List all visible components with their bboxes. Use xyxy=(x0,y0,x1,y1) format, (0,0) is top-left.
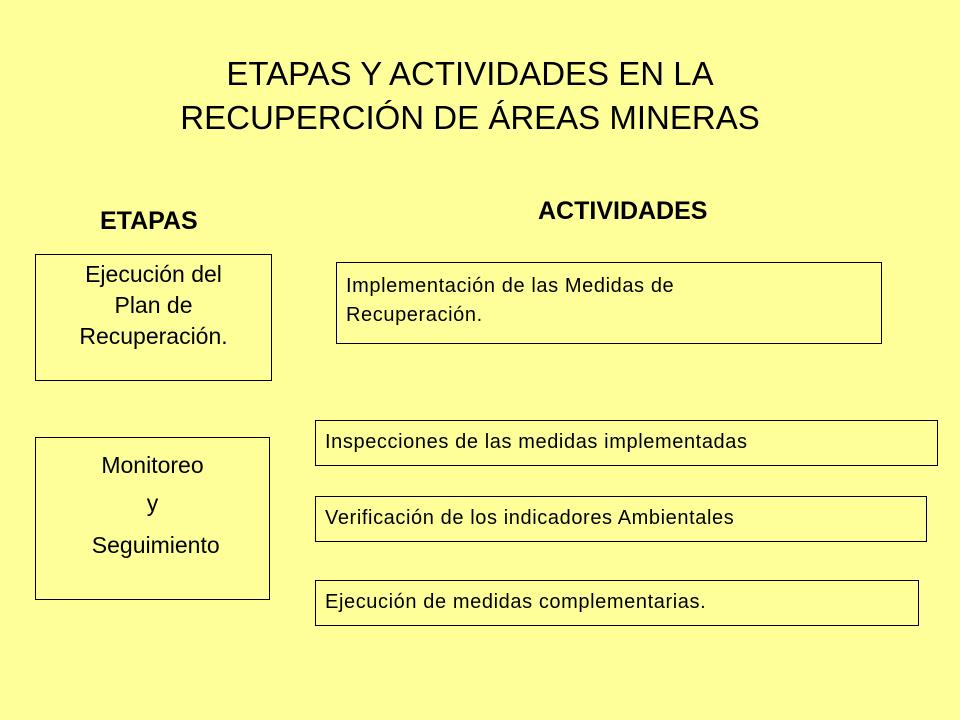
activity-text: Inspecciones de las medidas implementadas xyxy=(325,431,748,453)
stage-line: Plan de xyxy=(114,292,193,318)
activity-box-inspecciones xyxy=(315,420,938,466)
stage-line: Ejecución del xyxy=(85,261,222,287)
title-line-1: ETAPAS Y ACTIVIDADES EN LA xyxy=(226,55,714,92)
activity-box-ejecucion-medidas xyxy=(315,580,919,626)
etapas-heading: ETAPAS xyxy=(100,207,198,235)
activity-text: Verificación de los indicadores Ambientales xyxy=(325,507,735,529)
title-line-2: RECUPERCIÓN DE ÁREAS MINERAS xyxy=(180,99,760,136)
page-title xyxy=(100,52,840,140)
actividades-heading: ACTIVIDADES xyxy=(538,197,708,225)
stage-line: Recuperación. xyxy=(79,323,228,349)
activity-box-implementacion xyxy=(336,262,882,344)
stage-line: Seguimiento xyxy=(85,532,220,558)
activity-line: Recuperación. xyxy=(346,304,483,326)
activity-box-verificacion xyxy=(315,496,927,542)
stage-line: Monitoreo xyxy=(101,452,204,478)
stage-line: y xyxy=(146,490,159,516)
activity-line: Implementación de las Medidas de xyxy=(346,275,675,297)
stage-box-ejecucion xyxy=(35,254,272,381)
stage-box-monitoreo xyxy=(35,437,270,600)
activity-text: Ejecución de medidas complementarias. xyxy=(325,591,707,613)
